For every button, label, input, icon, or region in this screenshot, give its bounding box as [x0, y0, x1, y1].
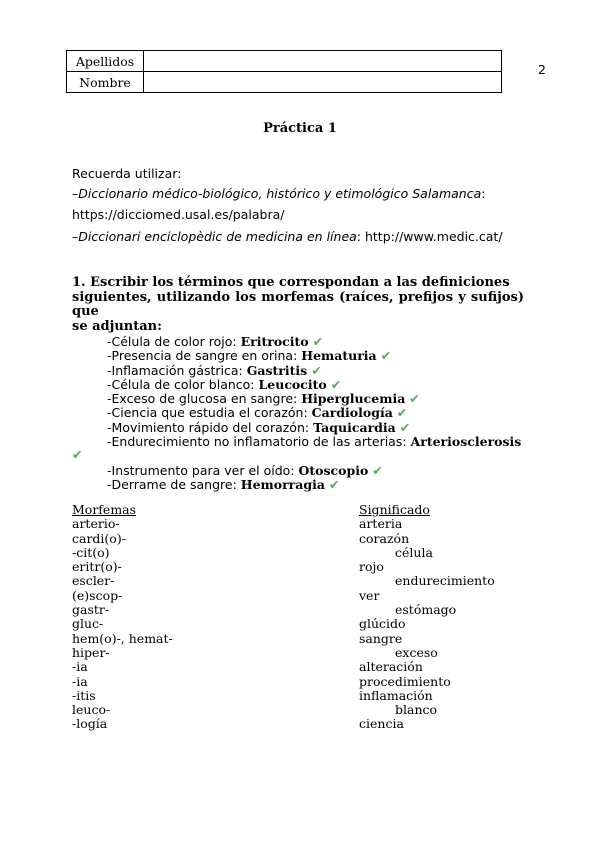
morpheme-item: -ia — [72, 659, 88, 675]
meaning-item: alteración — [359, 659, 423, 675]
morpheme-item: -itis — [72, 687, 96, 703]
morpheme-item: leuco- — [72, 702, 111, 718]
check-icon: ✔ — [312, 334, 324, 349]
meanings-column — [359, 503, 495, 732]
morpheme-item: gastr- — [72, 602, 110, 618]
student-info-table — [66, 50, 502, 93]
check-icon: ✔ — [72, 447, 83, 462]
morpheme-item: (e)scop- — [72, 587, 123, 603]
check-icon: ✔ — [311, 362, 322, 378]
page-number: 2 — [538, 62, 546, 77]
meaning-item: blanco — [395, 702, 438, 718]
definition-prompt: -Derrame de sangre: — [107, 476, 241, 492]
name-row — [67, 72, 502, 93]
definition-item — [107, 335, 521, 349]
morphemes-column — [72, 503, 173, 732]
check-icon: ✔ — [396, 405, 408, 421]
definition-item-spacer — [107, 449, 521, 463]
definition-prompt: -Célula de color blanco: — [107, 376, 259, 392]
dictionary-1-url[interactable]: https://dicciomed.usal.es/palabra/ — [72, 207, 285, 222]
name-label: Nombre — [67, 72, 144, 93]
morpheme-item: arterio- — [72, 516, 120, 532]
meaning-item: estómago — [395, 602, 457, 618]
definitions-list — [107, 335, 521, 492]
definition-answer: Cardiología — [311, 405, 393, 421]
morpheme-item: gluc- — [72, 616, 104, 632]
meaning-item: glúcido — [359, 616, 406, 632]
surname-row — [67, 51, 502, 72]
definition-answer: Hiperglucemia — [301, 391, 406, 407]
definition-item — [107, 378, 521, 392]
morpheme-item: -ia — [72, 673, 88, 689]
surname-label: Apellidos — [67, 51, 144, 72]
definition-prompt: -Endurecimiento no inflamatorio de las arterias: — [107, 434, 411, 450]
meaning-item: procedimiento — [359, 673, 451, 689]
morpheme-item: -logía — [72, 716, 108, 732]
question-line-3: se adjuntan: — [72, 318, 162, 334]
dictionary-2-url[interactable]: http://www.medic.cat/ — [364, 229, 503, 244]
check-icon: ✔ — [328, 476, 340, 492]
meaning-item: ciencia — [359, 716, 404, 732]
definition-answer: Hemorragia — [240, 476, 325, 492]
definition-prompt: -Instrumento para ver el oído: — [107, 462, 299, 478]
meanings-header: Significado — [359, 502, 430, 517]
morpheme-item: escler- — [72, 573, 115, 589]
definition-item — [107, 421, 521, 435]
dictionary-2-reference — [72, 229, 503, 244]
dictionary-1-colon: : — [481, 186, 486, 201]
dictionary-2-separator: : — [356, 229, 365, 244]
meaning-item: célula — [395, 544, 433, 560]
definition-item — [107, 392, 521, 406]
name-field[interactable] — [144, 72, 502, 93]
meaning-item: arteria — [359, 516, 403, 532]
definition-item — [107, 349, 521, 363]
intro-remember: Recuerda utilizar: — [72, 166, 182, 181]
definition-answer: Eritrocito — [240, 334, 309, 349]
definition-item — [107, 435, 521, 449]
question-line-2: siguientes, utilizando los morfemas (raíces, prefijos y sufijos) que — [72, 289, 524, 319]
definition-item — [107, 478, 521, 492]
morpheme-item: hem(o)-, hemat- — [72, 630, 173, 646]
check-icon: ✔ — [330, 376, 342, 392]
meaning-item: sangre — [359, 630, 403, 646]
definition-prompt: -Célula de color rojo: — [107, 334, 241, 349]
check-icon: ✔ — [409, 391, 420, 407]
meaning-item: exceso — [395, 644, 438, 660]
definition-item — [107, 406, 521, 420]
meaning-item: ver — [359, 587, 380, 603]
question-line-1: 1. Escribir los términos que correspondan a las definiciones — [72, 275, 510, 290]
dictionary-2-title: –Diccionari enciclopèdic de medicina en línea — [72, 229, 357, 244]
definition-prompt: -Movimiento rápido del corazón: — [107, 419, 314, 435]
definition-answer: Hematuria — [301, 348, 377, 364]
meaning-item: inflamación — [359, 687, 433, 703]
check-icon: ✔ — [372, 462, 383, 478]
morpheme-item: -cit(o) — [72, 544, 110, 560]
definition-answer: Arteriosclerosis — [410, 434, 522, 450]
morpheme-item: eritr(o)- — [72, 559, 122, 575]
morphemes-header: Morfemas — [72, 502, 137, 517]
definition-answer: Otoscopio — [298, 462, 369, 478]
definition-item — [107, 464, 521, 478]
definition-prompt: -Ciencia que estudia el corazón: — [107, 405, 312, 421]
dictionary-1-reference — [72, 186, 485, 201]
definition-prompt: -Inflamación gástrica: — [107, 362, 247, 378]
meaning-item: rojo — [359, 559, 384, 575]
check-icon: ✔ — [399, 419, 411, 435]
exercise-question — [72, 276, 524, 334]
surname-field[interactable] — [144, 51, 502, 72]
meaning-item: endurecimiento — [395, 573, 495, 589]
definition-answer: Gastritis — [246, 362, 308, 378]
morpheme-item: cardi(o)- — [72, 530, 126, 546]
morpheme-item: hiper- — [72, 644, 110, 660]
definition-item — [107, 364, 521, 378]
definition-prompt: -Presencia de sangre en orina: — [107, 348, 302, 364]
meaning-item: corazón — [359, 530, 410, 546]
check-icon: ✔ — [380, 348, 392, 364]
definition-answer: Taquicardia — [313, 419, 396, 435]
dictionary-1-title: –Diccionario médico-biológico, histórico y etimológico Salamanca — [72, 186, 482, 201]
definition-prompt: -Exceso de glucosa en sangre: — [107, 391, 302, 407]
definition-answer: Leucocito — [258, 376, 327, 392]
page-title: Práctica 1 — [263, 121, 337, 136]
